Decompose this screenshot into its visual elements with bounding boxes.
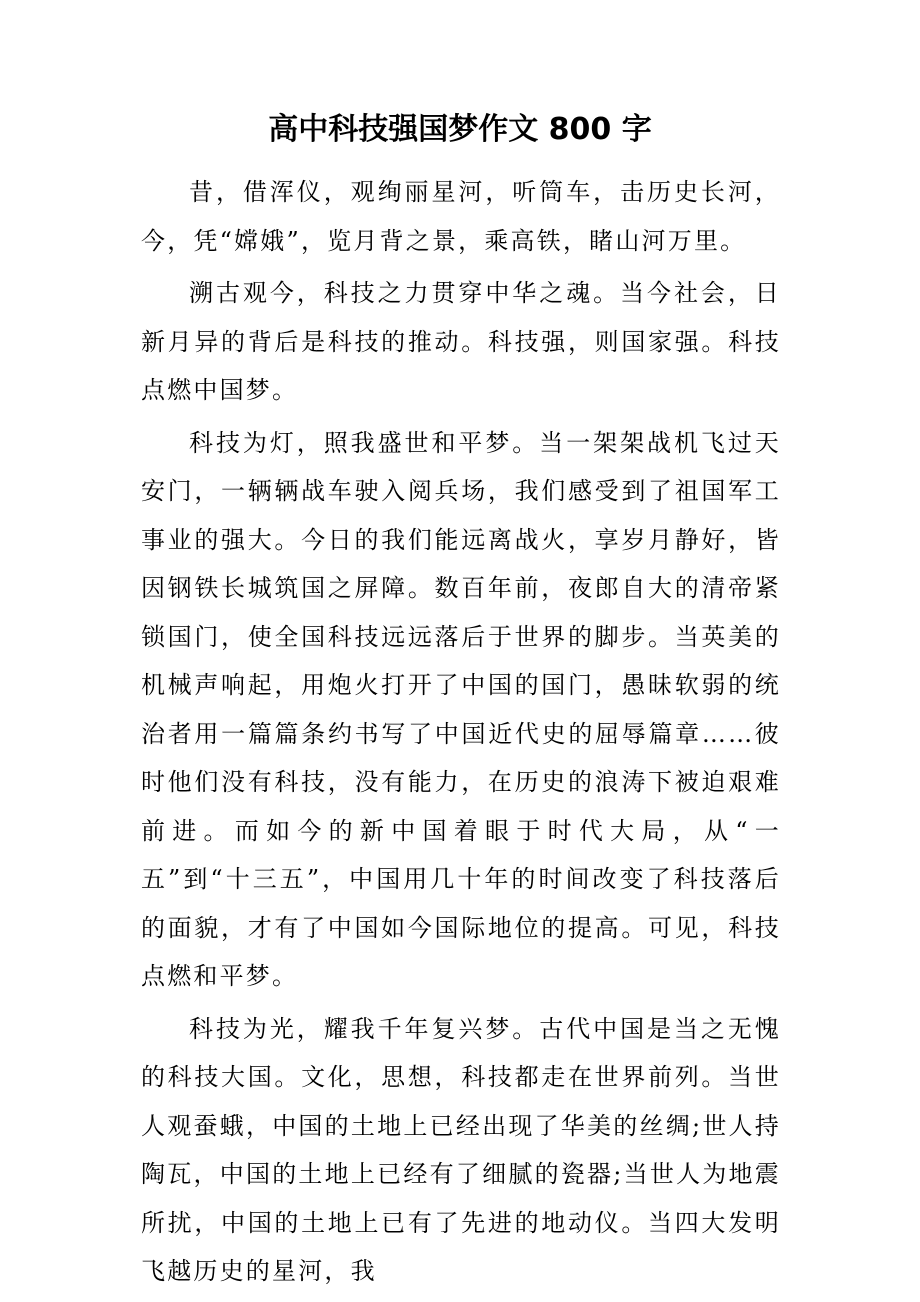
paragraph-4: 科技为光，耀我千年复兴梦。古代中国是当之无愧的科技大国。文化，思想，科技都走在世界前列。当世人观蚕蛾，中国的土地上已经出现了华美的丝绸;世人持陶瓦，中国的土地上已经有了细腻的瓷器;当世人为地震所扰，中国的土地上已有了先进的地动仪。当四大发明飞越历史的星河，我 bbox=[141, 1014, 781, 1285]
paragraph-2: 溯古观今，科技之力贯穿中华之魂。当今社会，日新月异的背后是科技的推动。科技强，则国家强。科技点燃中国梦。 bbox=[141, 279, 781, 404]
paragraph-1: 昔，借浑仪，观绚丽星河，听筒车，击历史长河，今，凭“嫦娥”，览月背之景，乘高铁，睹山河万里。 bbox=[141, 178, 781, 255]
document-body bbox=[141, 168, 781, 1300]
document-title: 高中科技强国梦作文 800 字 bbox=[268, 112, 652, 147]
paragraph-3: 科技为灯，照我盛世和平梦。当一架架战机飞过天安门，一辆辆战车驶入阅兵场，我们感受到了祖国军工事业的强大。今日的我们能远离战火，享岁月静好，皆因钢铁长城筑国之屏障。数百年前，夜郎自大的清帝紧锁国门，使全国科技远远落后于世界的脚步。当英美的机械声响起，用炮火打开了中国的国门，愚昧软弱的统治者用一篇篇条约书写了中国近代史的屈辱篇章……彼时他们没有科技，没有能力，在历史的浪涛下被迫艰难前进。而如今的新中国着眼于时代大局，从“一五”到“十三五”，中国用几十年的时间改变了科技落后的面貌，才有了中国如今国际地位的提高。可见，科技点燃和平梦。 bbox=[141, 428, 781, 990]
